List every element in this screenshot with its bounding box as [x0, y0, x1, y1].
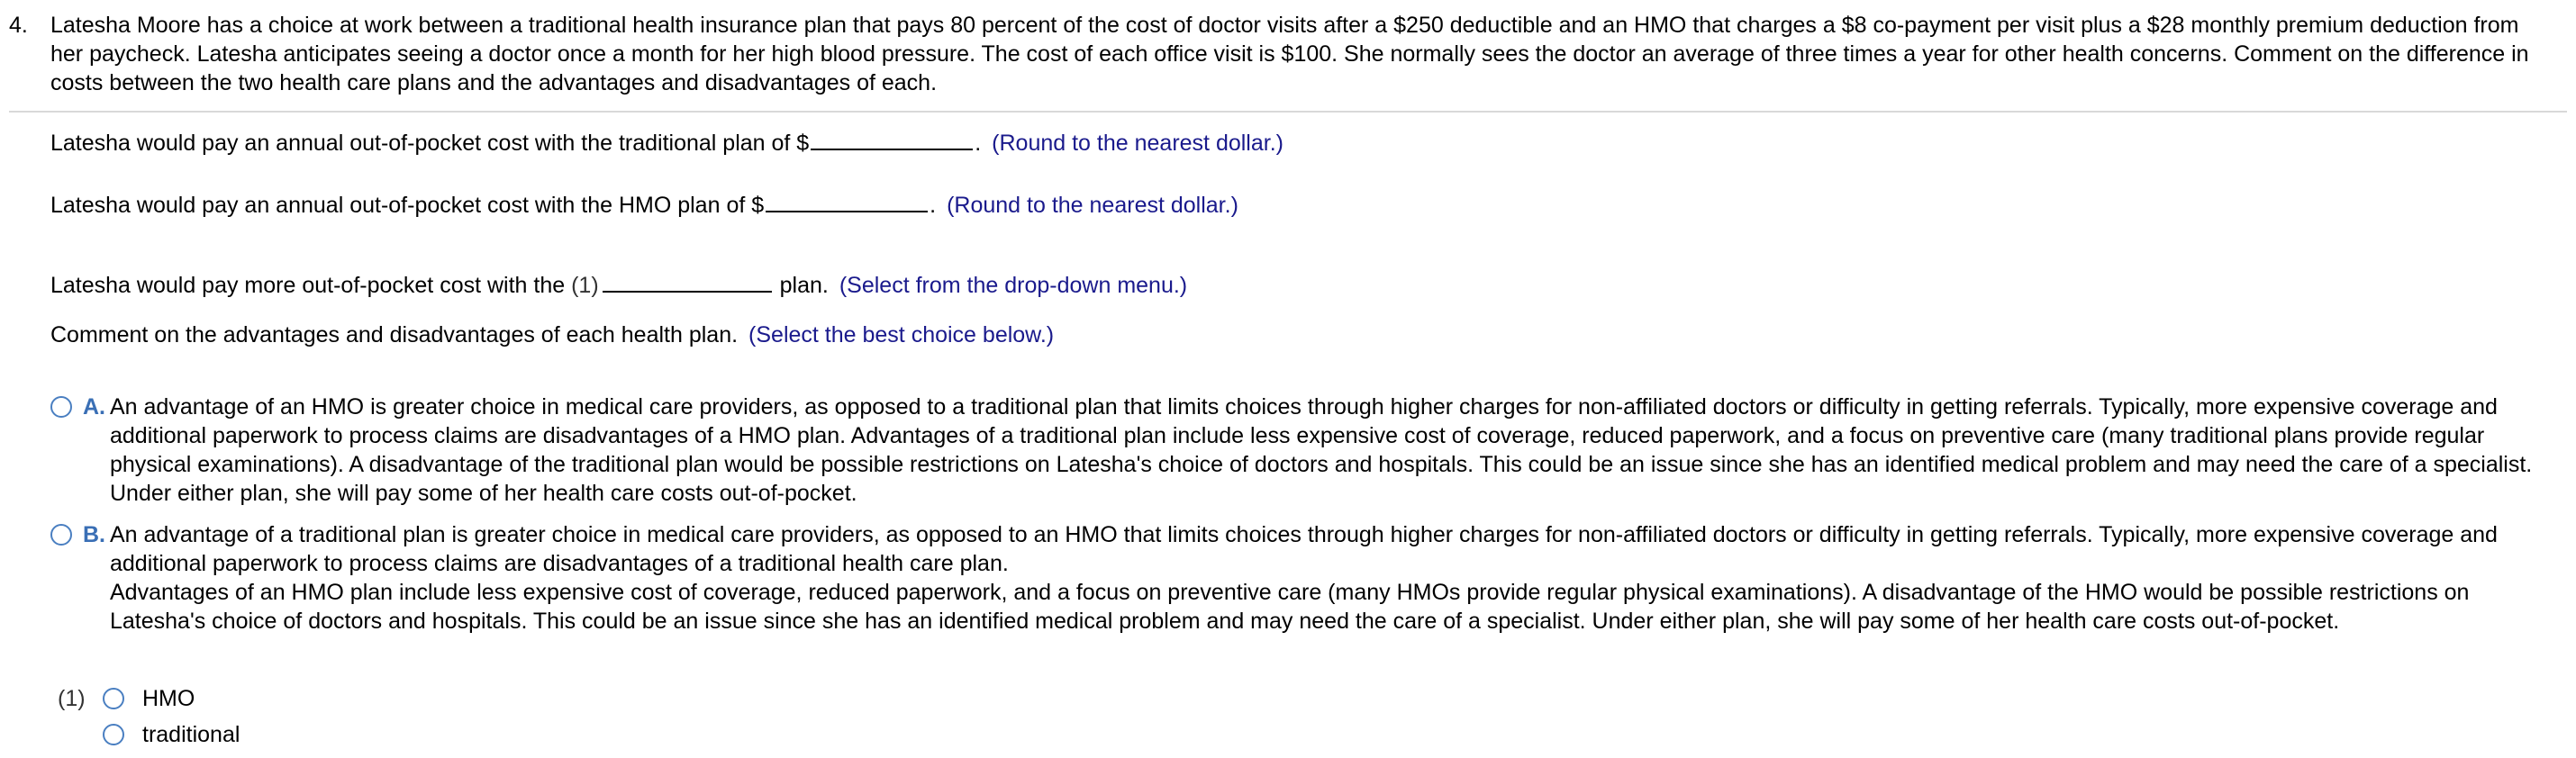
traditional-cost-label: Latesha would pay an annual out-of-pocket cost with the traditional plan of $	[50, 131, 810, 156]
traditional-cost-hint: (Round to the nearest dollar.)	[992, 131, 1283, 156]
more-cost-suffix: plan.	[779, 273, 829, 298]
choice-a-paragraph: An advantage of an HMO is greater choice in medical care providers, as opposed to a traditional plan that limits choices through higher charges for non-affiliated doctors or difficulty in getting referrals. Typically, more expensive coverage and additional paperwork to process claims are disadvantages of a HMO plan. Advantages of a traditional plan include less expensive cost of coverage, reduced paperwork, and a focus on preventive care (many traditional plans provide regular physical examinations). A disadvantage of the traditional plan would be possible restrictions on Latesha's choice of doctors and hospitals. This could be an issue since she has an identified medical problem and may need the care of a specialist. Under either plan, she will pay some of her health care costs out-of-pocket.	[110, 394, 2533, 506]
option-hmo-radio[interactable]	[103, 688, 124, 709]
option-traditional-radio[interactable]	[103, 724, 124, 745]
dropdown-tag: (1)	[571, 273, 599, 298]
choice-b-radio[interactable]	[50, 524, 72, 546]
comment-row	[50, 320, 1054, 349]
more-cost-row	[50, 267, 1187, 300]
question-text: Latesha Moore has a choice at work between a traditional health insurance plan that pays 80 percent of the cost of doctor visits after a $250 deductible and an HMO that charges a $8 co-payment per visit plus a $28 monthly premium deduction from her paycheck. Latesha anticipates seeing a doctor once a month for her high blood pressure. The cost of each office visit is $100. She normally sees the doctor an average of three times a year for other health concerns. Comment on the difference in costs between the two health care plans and the advantages and disadvantages of each.	[50, 13, 2529, 95]
choice-a-letter: A.	[83, 394, 105, 420]
dropdown-option-traditional[interactable]	[58, 717, 240, 753]
question-divider	[9, 111, 2567, 113]
plan-dropdown[interactable]	[603, 267, 772, 293]
choice-b-paragraph-1: An advantage of a traditional plan is greater choice in medical care providers, as opposed to an HMO that limits choices through higher charges for non-affiliated doctors or difficulty in getting referrals. Typically, more expensive coverage and additional paperwork to process claims are disadvantages of a traditional health care plan.	[110, 522, 2498, 576]
hmo-cost-label: Latesha would pay an annual out-of-pocket cost with the HMO plan of $	[50, 193, 765, 218]
hmo-cost-hint: (Round to the nearest dollar.)	[947, 193, 1238, 218]
hmo-cost-period: .	[930, 193, 937, 218]
option-hmo-label: HMO	[142, 686, 195, 711]
more-cost-label: Latesha would pay more out-of-pocket cost with the	[50, 273, 566, 298]
question-number: 4.	[9, 13, 28, 38]
more-cost-hint: (Select from the drop-down menu.)	[839, 273, 1188, 298]
hmo-cost-input[interactable]	[766, 187, 928, 212]
option-traditional-label: traditional	[142, 722, 240, 747]
choice-b-letter: B.	[83, 522, 105, 547]
traditional-cost-row	[50, 125, 1283, 158]
choice-b-text	[110, 520, 2554, 636]
dropdown-options	[58, 681, 240, 753]
choice-a-text	[110, 393, 2554, 508]
question-prompt	[9, 11, 2549, 97]
dropdown-option-hmo[interactable]	[58, 681, 240, 717]
choice-a[interactable]	[50, 393, 2554, 508]
comment-hint: (Select the best choice below.)	[748, 322, 1055, 347]
traditional-cost-period: .	[975, 131, 982, 156]
choice-a-radio[interactable]	[50, 396, 72, 418]
dropdown-options-tag: (1)	[58, 686, 86, 711]
traditional-cost-input[interactable]	[811, 125, 973, 150]
choice-b[interactable]	[50, 520, 2554, 636]
choice-b-paragraph-2: Advantages of an HMO plan include less expensive cost of coverage, reduced paperwork, and a focus on preventive care (many HMOs provide regular physical examinations). A disadvantage of the HMO would be possible restrictions on Latesha's choice of doctors and hospitals. This could be an issue since she has an identified medical problem and may need the care of a specialist. Under either plan, she will pay some of her health care costs out-of-pocket.	[110, 580, 2470, 634]
comment-label: Comment on the advantages and disadvantages of each health plan.	[50, 322, 739, 347]
hmo-cost-row	[50, 187, 1238, 220]
